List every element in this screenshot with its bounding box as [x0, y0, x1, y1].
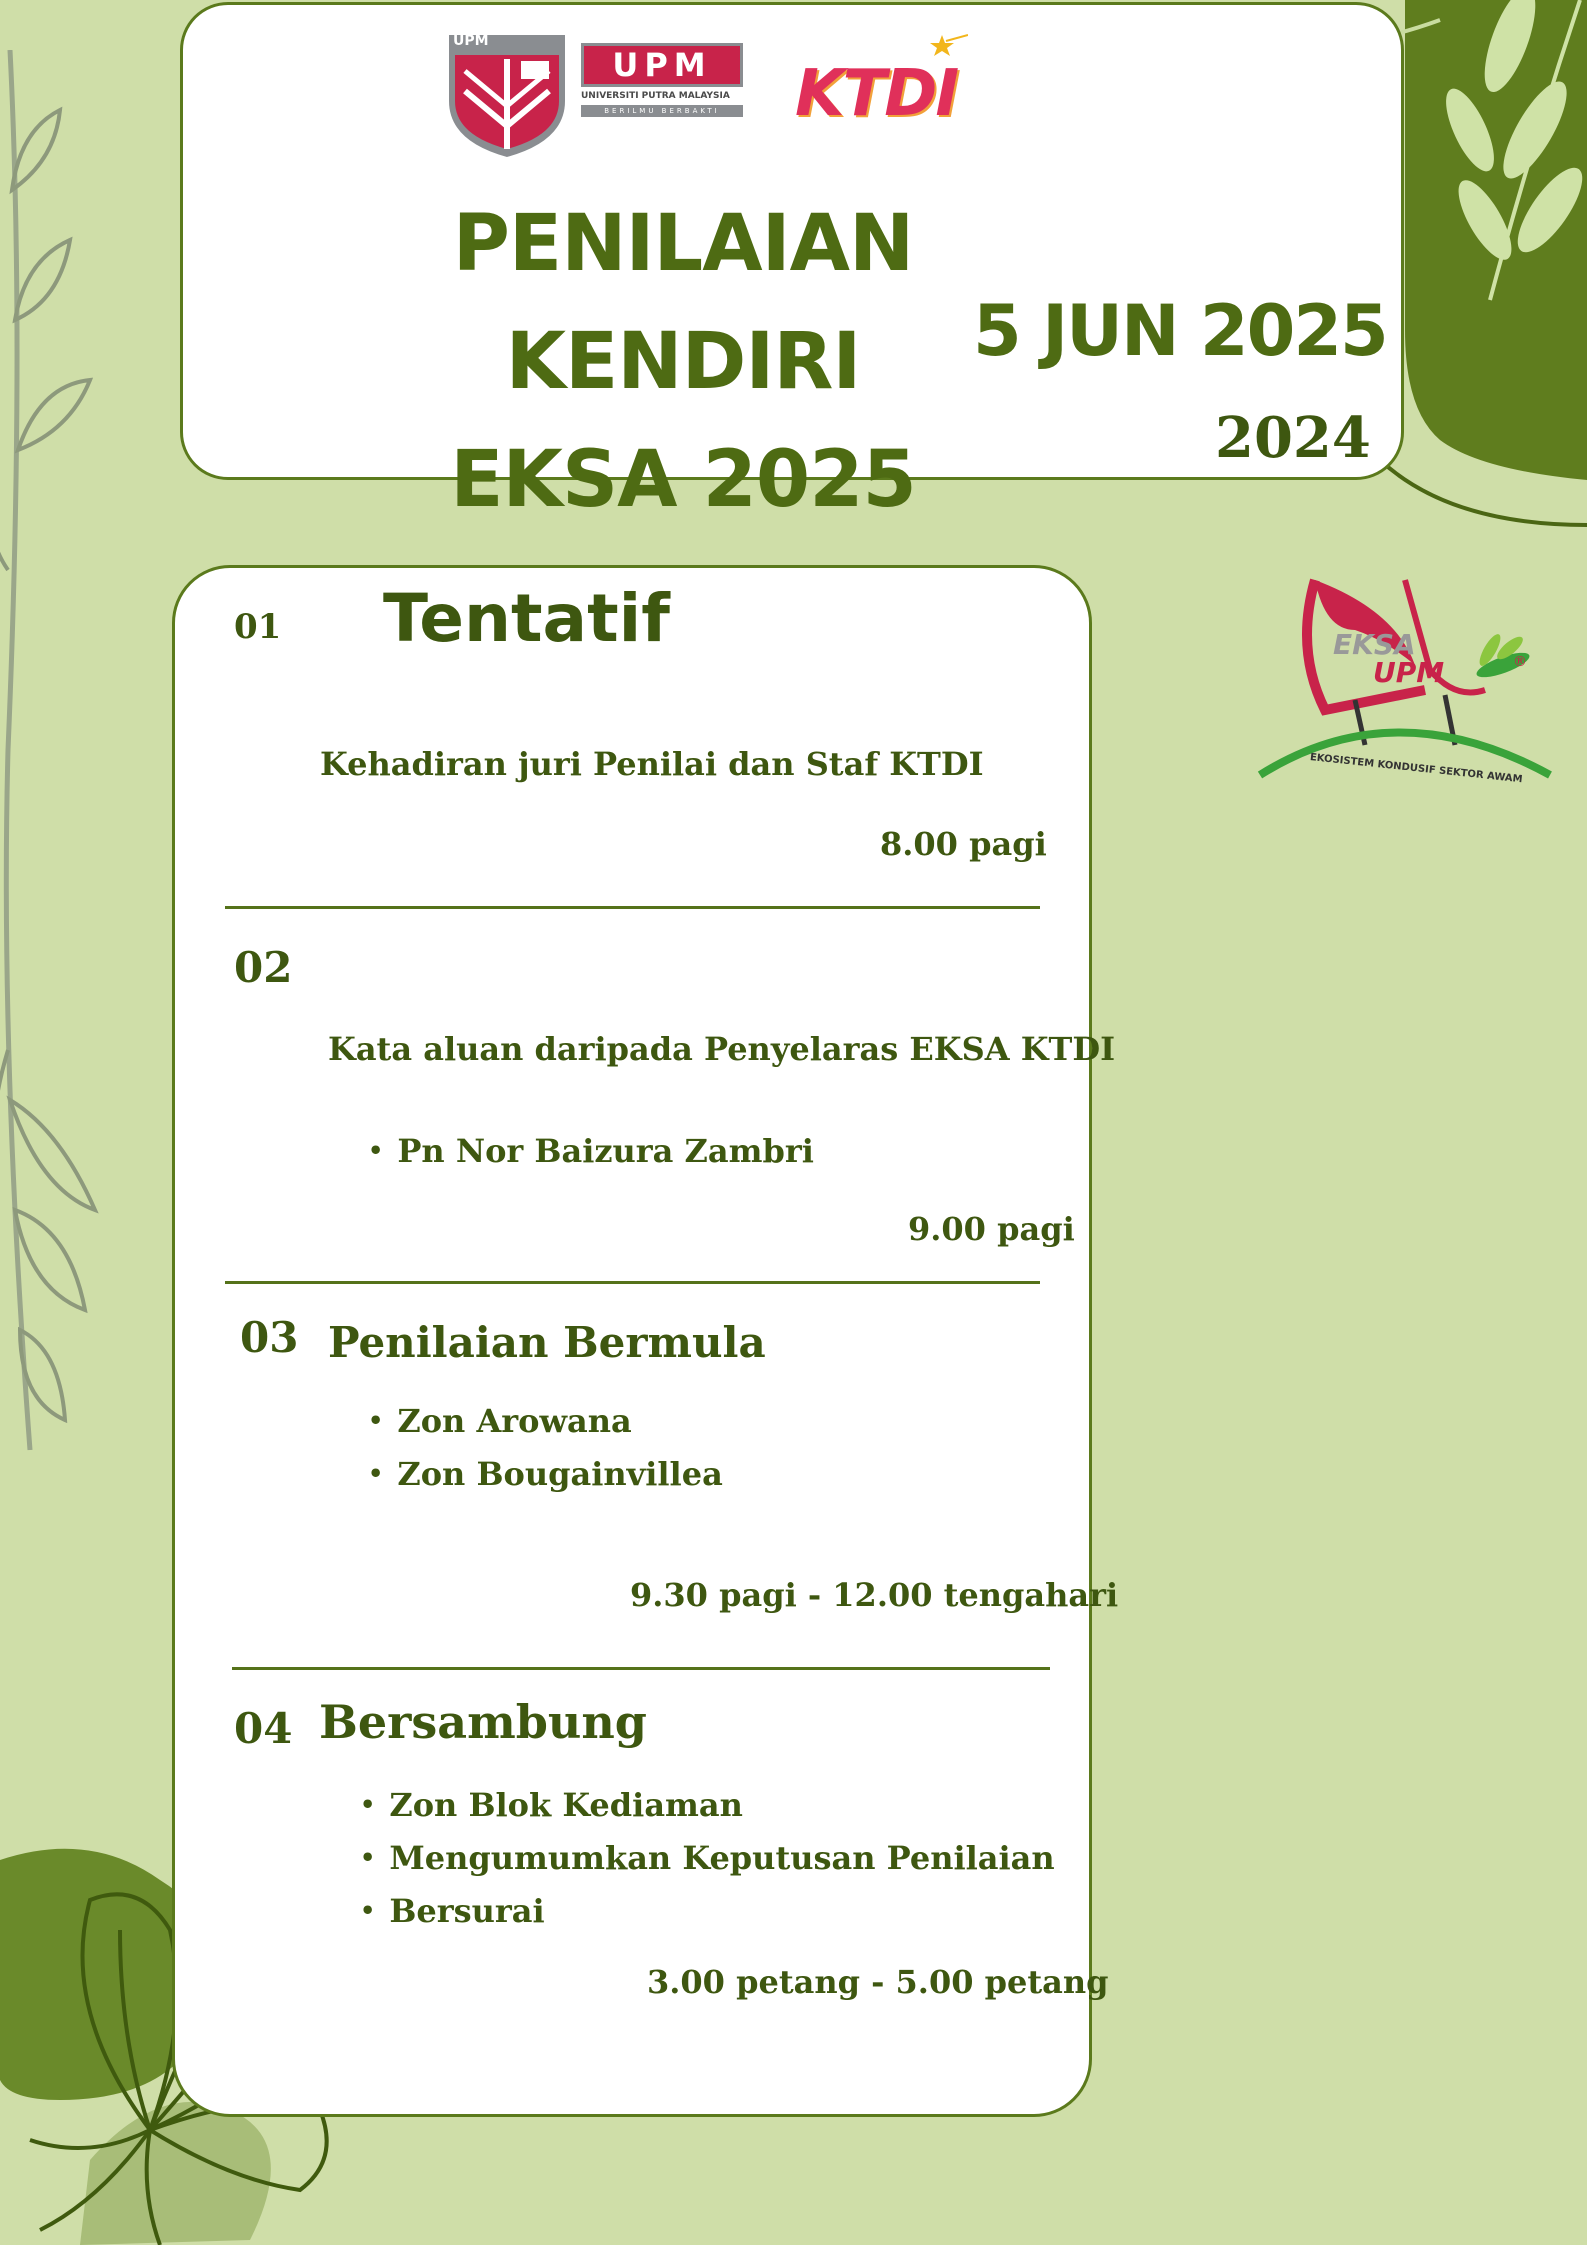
item-bullets — [368, 1396, 723, 1502]
section-heading: Tentatif — [383, 580, 670, 657]
header-card — [180, 2, 1404, 525]
item-description: Kata aluan daripada Penyelaras EKSA KTDI — [328, 1030, 1116, 1068]
star-icon — [928, 31, 968, 61]
registered-mark: ® — [1513, 654, 1527, 670]
page-title — [293, 185, 1073, 539]
item-time: 9.00 pagi — [908, 1210, 1075, 1248]
item-description: Kehadiran juri Penilai dan Staf KTDI — [320, 745, 984, 783]
list-item: • Bersurai — [360, 1886, 1055, 1939]
item-number: 04 — [234, 1704, 293, 1753]
title-line-1: PENILAIAN KENDIRI — [452, 199, 914, 407]
item-time: 8.00 pagi — [880, 825, 1047, 863]
section-heading: Bersambung — [319, 1695, 647, 1749]
eksa-logo-tagline: EKOSISTEM KONDUSIF SEKTOR AWAM — [1309, 752, 1523, 786]
upm-shield-icon — [445, 31, 569, 159]
list-item: • Zon Bougainvillea — [368, 1449, 723, 1502]
list-item: • Zon Arowana — [368, 1396, 723, 1449]
eksa-upm-logo — [1255, 570, 1555, 785]
upm-logo-wordmark — [581, 43, 743, 87]
item-number: 03 — [240, 1313, 299, 1362]
item-time: 3.00 petang - 5.00 petang — [647, 1963, 1109, 2001]
upm-logo-name: UPM — [612, 46, 712, 84]
eksa-logo-line1: EKSA — [1333, 628, 1416, 661]
eksa-logo-line2: UPM — [1373, 656, 1445, 689]
divider — [225, 1281, 1040, 1284]
section-heading: Penilaian Bermula — [328, 1318, 766, 1367]
year-label: 2024 — [1215, 405, 1371, 471]
upm-logo-subtitle: UNIVERSITI PUTRA MALAYSIA — [581, 91, 730, 101]
event-date: 5 JUN 2025 — [973, 290, 1387, 372]
list-item: • Zon Blok Kediaman — [360, 1780, 1055, 1833]
vine-left — [0, 50, 110, 1490]
list-item: • Mengumumkan Keputusan Penilaian — [360, 1833, 1055, 1886]
divider — [225, 906, 1040, 909]
upm-badge-text: UPM — [453, 33, 489, 49]
item-number: 02 — [234, 943, 293, 992]
item-bullets — [360, 1780, 1055, 1939]
upm-logo-tagline: BERILMU BERBAKTI — [581, 105, 743, 117]
item-time: 9.30 pagi - 12.00 tengahari — [630, 1576, 1119, 1614]
divider — [232, 1667, 1050, 1670]
ktdi-logo: KTDI — [795, 57, 958, 131]
list-item: • Pn Nor Baizura Zambri — [368, 1126, 814, 1179]
title-line-2: EKSA 2025 — [450, 435, 916, 525]
item-bullets — [368, 1126, 814, 1179]
item-number: 01 — [234, 607, 282, 647]
